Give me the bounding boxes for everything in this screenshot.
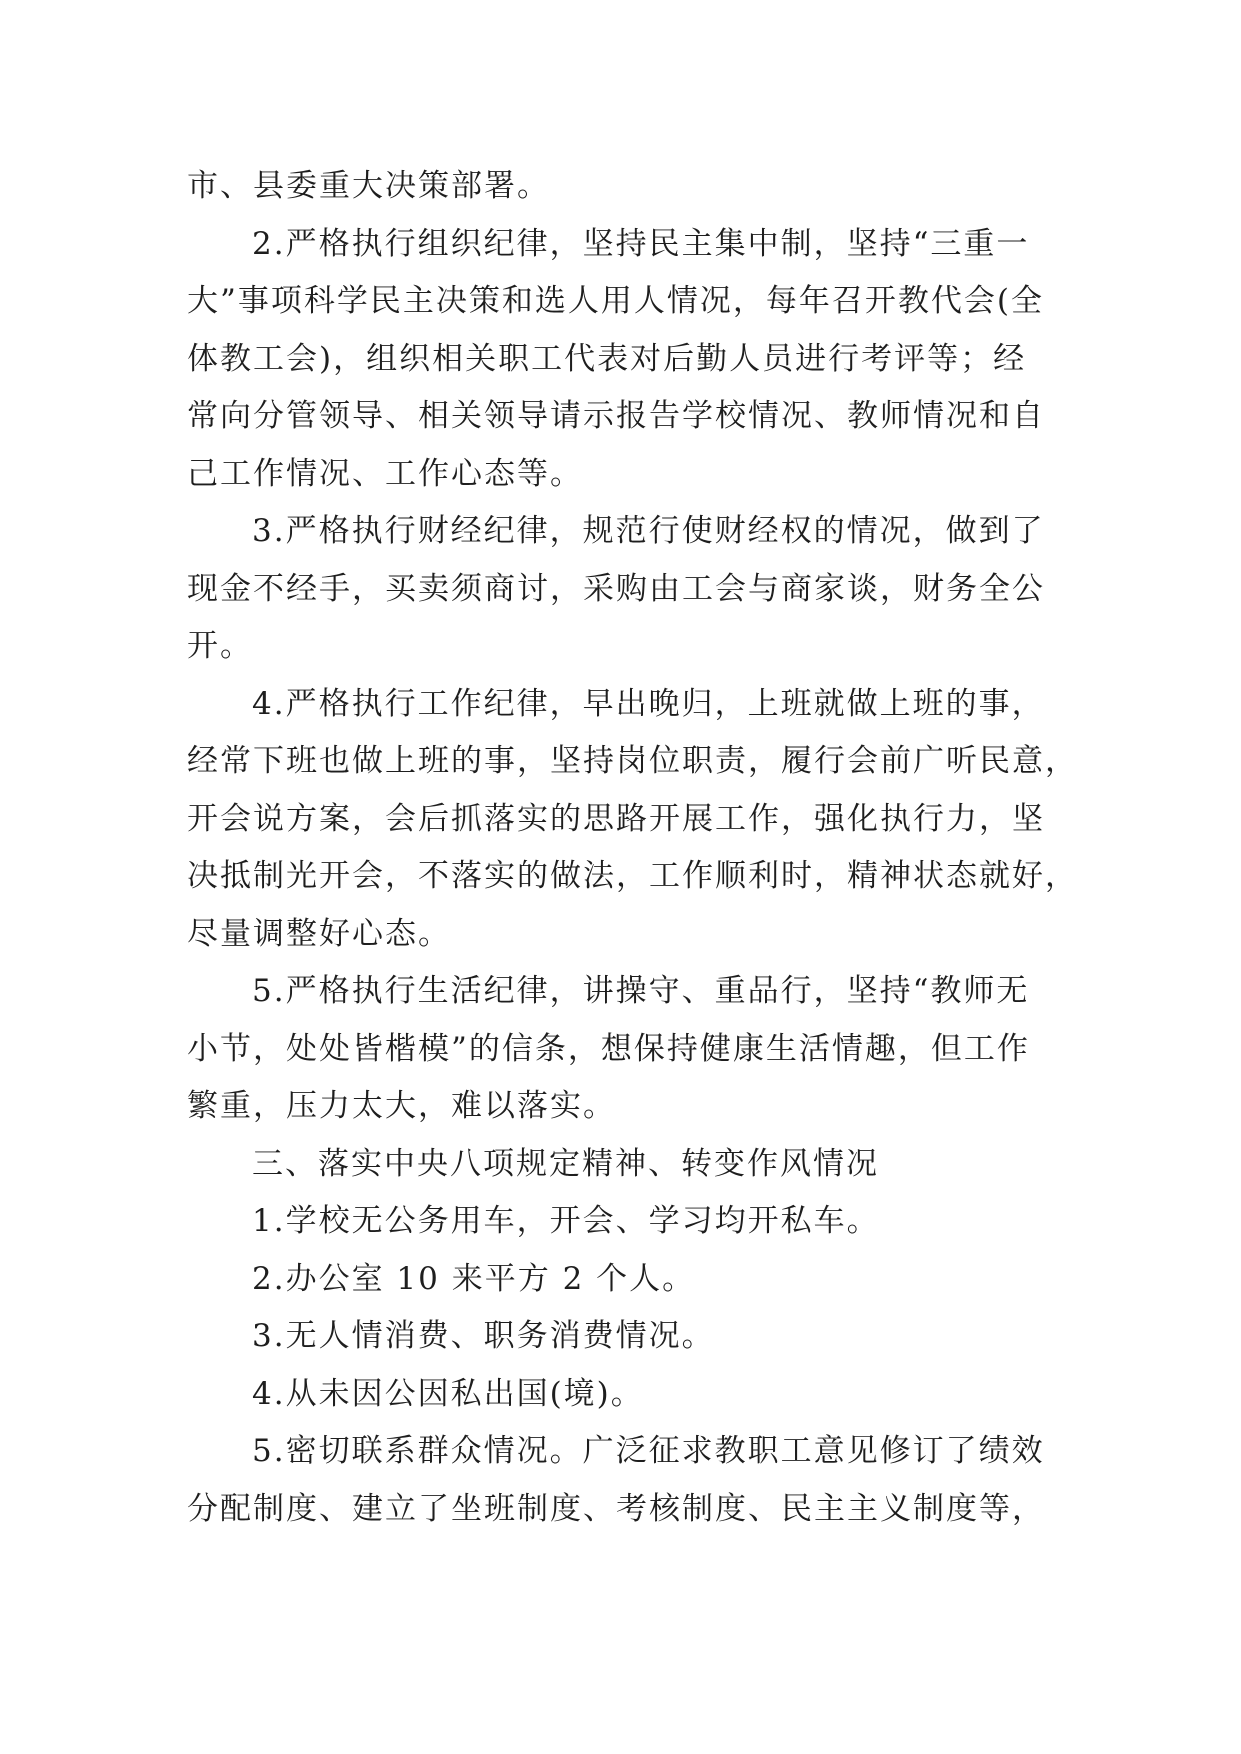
text-line: 繁重，压力太大，难以落实。 (187, 1088, 616, 1124)
text-line: 大”事项科学民主决策和选人用人情况，每年召开教代会(全 (187, 283, 1044, 319)
text-line: 4.严格执行工作纪律，早出晚归，上班就做上班的事， (252, 686, 1045, 722)
text-line: 分配制度、建立了坐班制度、考核制度、民主主义制度等， (187, 1491, 1045, 1527)
text-line: 决抵制光开会，不落实的做法，工作顺利时，精神状态就好， (187, 858, 1078, 894)
text-line: 3.严格执行财经纪律，规范行使财经权的情况，做到了 (252, 513, 1045, 549)
text-line: 现金不经手，买卖须商讨，采购由工会与商家谈，财务全公 (187, 571, 1045, 607)
text-line: 5.密切联系群众情况。广泛征求教职工意见修订了绩效 (252, 1433, 1045, 1469)
text-line: 开会说方案，会后抓落实的思路开展工作，强化执行力，坚 (187, 801, 1045, 837)
text-line: 常向分管领导、相关领导请示报告学校情况、教师情况和自 (187, 398, 1045, 434)
text-line: 经常下班也做上班的事，坚持岗位职责，履行会前广听民意， (187, 743, 1078, 779)
text-line: 3.无人情消费、职务消费情况。 (252, 1318, 715, 1354)
text-line: 开。 (187, 628, 253, 664)
text-line: 小节，处处皆楷模”的信条，想保持健康生活情趣，但工作 (187, 1031, 1030, 1067)
section-heading: 三、落实中央八项规定精神、转变作风情况 (252, 1146, 879, 1182)
text-line: 2.严格执行组织纪律，坚持民主集中制，坚持“三重一 (252, 226, 1030, 262)
text-line: 尽量调整好心态。 (187, 916, 451, 952)
text-line: 体教工会)，组织相关职工代表对后勤人员进行考评等；经 (187, 341, 1027, 377)
text-line: 5.严格执行生活纪律，讲操守、重品行，坚持“教师无 (252, 973, 1030, 1009)
text-line: 市、县委重大决策部署。 (187, 168, 550, 204)
text-line: 4.从未因公因私出国(境)。 (252, 1376, 644, 1412)
text-line: 己工作情况、工作心态等。 (187, 456, 583, 492)
text-line: 2.办公室 10 来平方 2 个人。 (252, 1261, 696, 1297)
text-line: 1.学校无公务用车，开会、学习均开私车。 (252, 1203, 880, 1239)
